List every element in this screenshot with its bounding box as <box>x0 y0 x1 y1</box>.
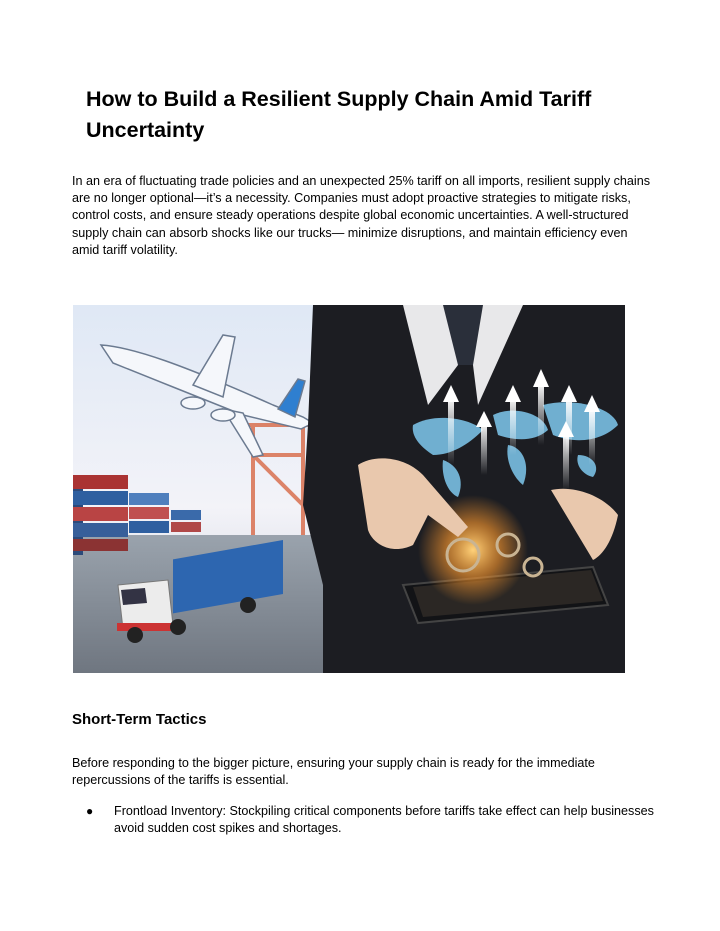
section-intro-paragraph: Before responding to the bigger picture, ensuring your supply chain is ready for the immediate repercussions of the tariffs is essential. <box>72 756 595 788</box>
intro-paragraph: In an era of fluctuating trade policies and an unexpected 25% tariff on all imports, resilient supply chains are no longer optional—it’s a necessity. Companies must adopt proactive strategies to mitigate risks, control costs, and ensure steady operations despite global economic uncertainties. A well-structured supply chain can absorb shocks like our trucks— minimize disruptions, and maintain efficiency even amid tariff volatility. <box>72 174 651 257</box>
bullet-dot-icon: ● <box>86 804 94 818</box>
page-title: How to Build a Resilient Supply Chain Amid Tariff Uncertainty <box>86 87 592 142</box>
list-item-text: Frontload Inventory: Stockpiling critical components before tariffs take effect can help businesses avoid sudden cost spikes and shortages. <box>114 804 654 836</box>
section-heading: Short-Term Tactics <box>72 711 207 728</box>
hero-image <box>73 305 625 673</box>
bullet-list <box>72 803 657 837</box>
list-item <box>72 803 657 837</box>
